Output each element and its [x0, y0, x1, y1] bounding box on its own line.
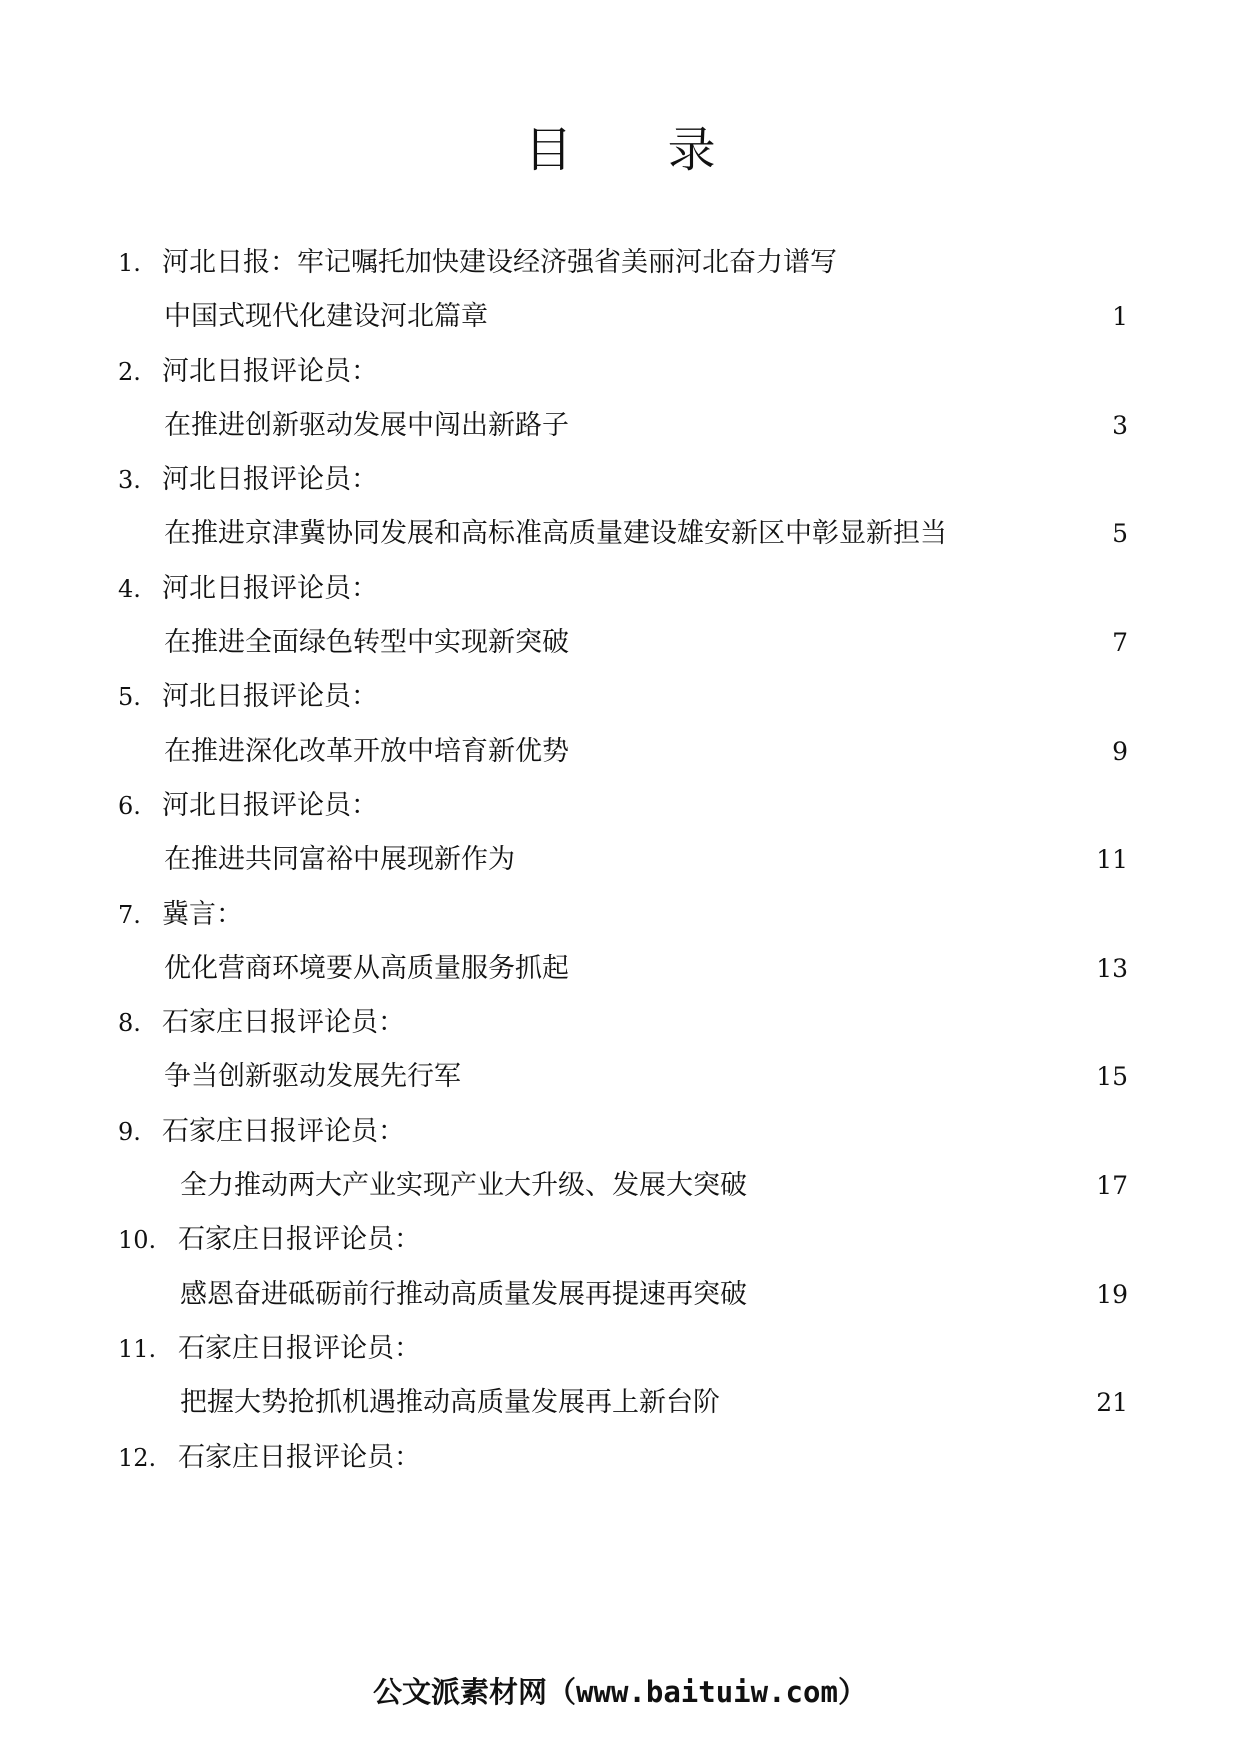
toc-entry-page-number: 21	[1096, 1388, 1128, 1418]
toc-entry-heading: 河北日报评论员：	[162, 789, 378, 821]
page-footer: 公文派素材网（www.baituiw.com）	[373, 1675, 867, 1709]
toc-entry-heading: 石家庄日报评论员：	[178, 1332, 421, 1364]
toc-entry-heading: 河北日报评论员：	[162, 464, 378, 496]
toc-entry-subtitle: 争当创新驱动发展先行军	[164, 1061, 461, 1093]
table-of-contents	[118, 236, 1128, 1485]
toc-entry-number: 10.	[118, 1226, 157, 1255]
toc-entry-number: 7.	[118, 900, 141, 929]
toc-entry-heading: 河北日报：牢记嘱托加快建设经济强省美丽河北奋力谱写	[162, 247, 837, 278]
toc-entry-number: 6.	[118, 791, 141, 820]
toc-entry-page-number: 17	[1096, 1171, 1128, 1201]
toc-entry-page-number: 5	[1112, 519, 1128, 549]
toc-entry-2[interactable]	[118, 345, 1128, 454]
toc-entry-heading: 石家庄日报评论员：	[178, 1441, 421, 1473]
toc-entry-1[interactable]	[118, 236, 1128, 345]
toc-entry-3[interactable]	[118, 453, 1128, 562]
toc-entry-9[interactable]	[118, 1105, 1128, 1214]
toc-entry-number: 1.	[118, 249, 141, 277]
toc-entry-page-number: 1	[1112, 302, 1128, 332]
toc-entry-subtitle: 中国式现代化建设河北篇章	[164, 301, 488, 333]
toc-entry-12[interactable]	[118, 1431, 1128, 1485]
toc-entry-subtitle: 在推进共同富裕中展现新作为	[164, 844, 515, 876]
toc-entry-heading: 石家庄日报评论员：	[162, 1115, 405, 1147]
toc-entry-subtitle: 优化营商环境要从高质量服务抓起	[164, 952, 569, 984]
toc-entry-page-number: 3	[1112, 410, 1128, 440]
toc-entry-subtitle: 在推进京津冀协同发展和高标准高质量建设雄安新区中彰显新担当	[164, 518, 947, 550]
toc-entry-subtitle: 感恩奋进砥砺前行推动高质量发展再提速再突破	[180, 1278, 747, 1310]
toc-entry-page-number: 11	[1096, 845, 1128, 875]
toc-entry-number: 5.	[118, 683, 141, 712]
toc-entry-heading: 河北日报评论员：	[162, 681, 378, 713]
page-title: 目 录	[524, 122, 756, 178]
toc-entry-heading: 石家庄日报评论员：	[178, 1224, 421, 1256]
toc-entry-number: 12.	[118, 1443, 157, 1472]
toc-entry-10[interactable]	[118, 1213, 1128, 1322]
toc-entry-heading: 河北日报评论员：	[162, 572, 378, 604]
toc-entry-page-number: 13	[1096, 953, 1128, 983]
toc-entry-page-number: 15	[1096, 1062, 1128, 1092]
toc-entry-subtitle: 在推进创新驱动发展中闯出新路子	[164, 409, 569, 441]
toc-entry-6[interactable]	[118, 779, 1128, 888]
toc-entry-page-number: 7	[1112, 628, 1128, 658]
toc-entry-8[interactable]	[118, 996, 1128, 1105]
toc-entry-heading: 河北日报评论员：	[162, 355, 378, 387]
toc-entry-4[interactable]	[118, 562, 1128, 671]
toc-entry-heading: 冀言：	[162, 898, 243, 930]
toc-entry-subtitle: 全力推动两大产业实现产业大升级、发展大突破	[180, 1170, 747, 1202]
toc-entry-subtitle: 在推进深化改革开放中培育新优势	[164, 735, 569, 767]
toc-entry-subtitle: 在推进全面绿色转型中实现新突破	[164, 627, 569, 659]
toc-entry-number: 2.	[118, 357, 141, 386]
toc-entry-number: 9.	[118, 1117, 141, 1146]
toc-entry-7[interactable]	[118, 888, 1128, 997]
toc-entry-page-number: 19	[1096, 1279, 1128, 1309]
toc-entry-number: 11.	[118, 1334, 157, 1363]
toc-entry-11[interactable]	[118, 1322, 1128, 1431]
toc-entry-number: 3.	[118, 466, 141, 495]
toc-entry-number: 8.	[118, 1009, 141, 1038]
toc-entry-subtitle: 把握大势抢抓机遇推动高质量发展再上新台阶	[180, 1387, 720, 1419]
toc-entry-number: 4.	[118, 574, 141, 603]
toc-entry-heading: 石家庄日报评论员：	[162, 1007, 405, 1039]
toc-entry-5[interactable]	[118, 670, 1128, 779]
toc-entry-page-number: 9	[1112, 736, 1128, 766]
